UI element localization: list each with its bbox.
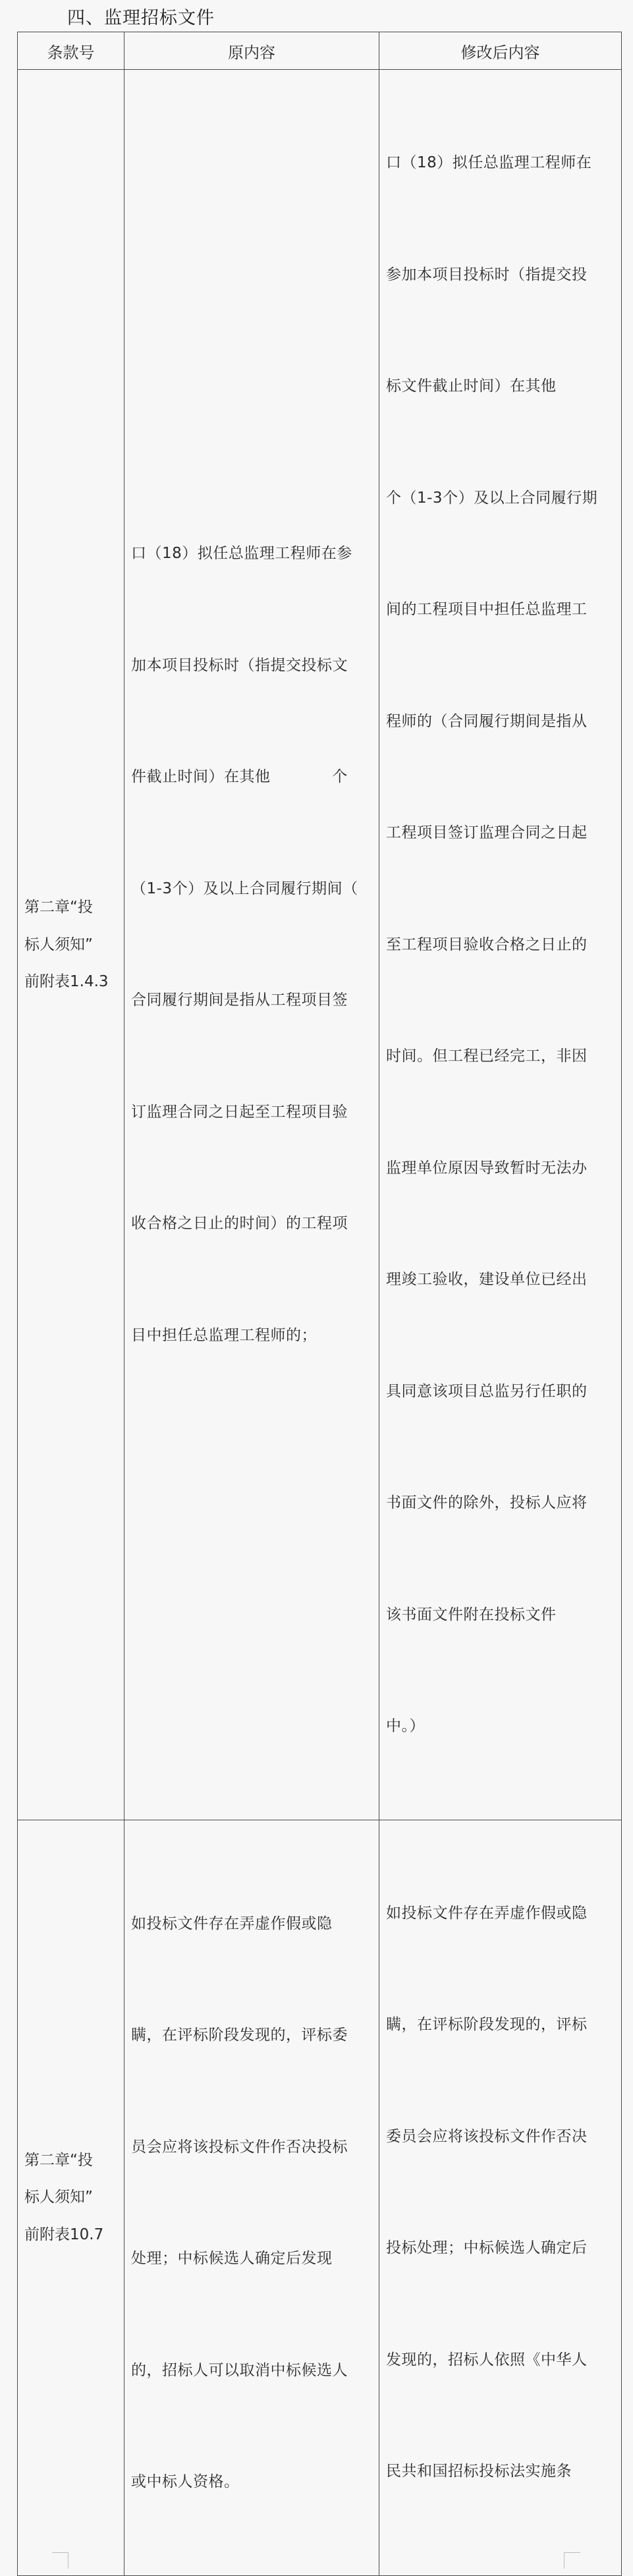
text-line: 收合格之日止的时间）的工程项	[131, 1215, 348, 1233]
clause-cell	[18, 70, 124, 1820]
clause-line: 前附表10.7	[24, 2226, 104, 2243]
text-line: 监理单位原因导致暂时无法办	[386, 1159, 588, 1177]
original-content-cell	[124, 70, 379, 1820]
text-line: 目中担任总监理工程师的；	[131, 1326, 317, 1344]
text-line: （1-3个）及以上合同履行期间（	[131, 880, 358, 897]
section-title: 四、监理招标文件	[67, 8, 215, 28]
text-line: 处理；中标候选人确定后发现	[131, 2250, 333, 2267]
text-line: 该书面文件附在投标文件	[386, 1606, 557, 1623]
clause-line: 前附表1.4.3	[24, 973, 109, 990]
clause-line: 第二章“投	[24, 899, 93, 916]
text-line: 或中标人资格。	[131, 2473, 240, 2490]
text-line: 如投标文件存在弄虚作假或隐	[131, 1915, 333, 1932]
text-line: 工程项目签订监理合同之日起	[386, 824, 588, 841]
original-content-cell	[124, 1820, 379, 2575]
text-line: 如投标文件存在弄虚作假或隐	[386, 1904, 588, 1922]
text-line: 口（18）拟任总监理工程师在参	[131, 545, 352, 563]
clause-line: 标人须知”	[24, 936, 93, 953]
text-line: 委员会应将该投标文件作否决	[386, 2127, 588, 2145]
text-line: 标文件截止时间）在其他	[386, 378, 557, 395]
modified-content-cell	[379, 70, 622, 1820]
text-line: 书面文件的除外，投标人应将	[386, 1494, 588, 1511]
text-line: 参加本项目投标时（指提交投	[386, 266, 588, 283]
text-line: 个（1-3个）及以上合同履行期	[386, 489, 598, 507]
text-line: 中。）	[386, 1718, 425, 1735]
table-header-row	[18, 32, 622, 70]
text-line: 瞒，在评标阶段发现的，评标委	[131, 2027, 348, 2044]
text-line: 具同意该项目总监另行任职的	[386, 1382, 588, 1400]
text-line: 至工程项目验收合格之日止的	[386, 936, 588, 953]
table-row	[18, 70, 622, 1820]
text-line: 间的工程项目中担任总监理工	[386, 601, 588, 618]
text-line: 瞒，在评标阶段发现的，评标	[386, 2016, 588, 2033]
text-line: 加本项目投标时（指提交投标文	[131, 656, 348, 674]
clause-line: 第二章“投	[24, 2151, 93, 2169]
text-line: 时间。但工程已经完工，非因	[386, 1048, 588, 1065]
text-line: 发现的，招标人依照《中华人	[386, 2351, 588, 2368]
header-clause-number: 条款号	[18, 32, 124, 70]
text-line: 投标处理；中标候选人确定后	[386, 2239, 588, 2256]
text-line: 件截止时间）在其他 个	[131, 768, 348, 786]
text-line: 员会应将该投标文件作否决投标	[131, 2138, 348, 2156]
text-line: 理竣工验收，建设单位已经出	[386, 1271, 588, 1288]
text-line: 合同履行期间是指从工程项目签	[131, 992, 348, 1009]
corner-crop-mark	[52, 2552, 69, 2569]
modified-content-cell	[379, 1820, 622, 2575]
text-line: 的，招标人可以取消中标候选人	[131, 2361, 348, 2379]
text-line: 民共和国招标投标法实施条	[386, 2463, 572, 2480]
corner-crop-mark	[564, 2552, 580, 2569]
clause-cell	[18, 1820, 124, 2575]
text-line: 程师的（合同履行期间是指从	[386, 712, 588, 730]
revision-table	[17, 32, 622, 2576]
header-modified-content: 修改后内容	[379, 32, 622, 70]
table-row	[18, 1820, 622, 2575]
text-line: 订监理合同之日起至工程项目验	[131, 1103, 348, 1121]
text-line: 口（18）拟任总监理工程师在	[386, 154, 592, 171]
clause-line: 标人须知”	[24, 2189, 93, 2206]
header-original-content: 原内容	[124, 32, 379, 70]
